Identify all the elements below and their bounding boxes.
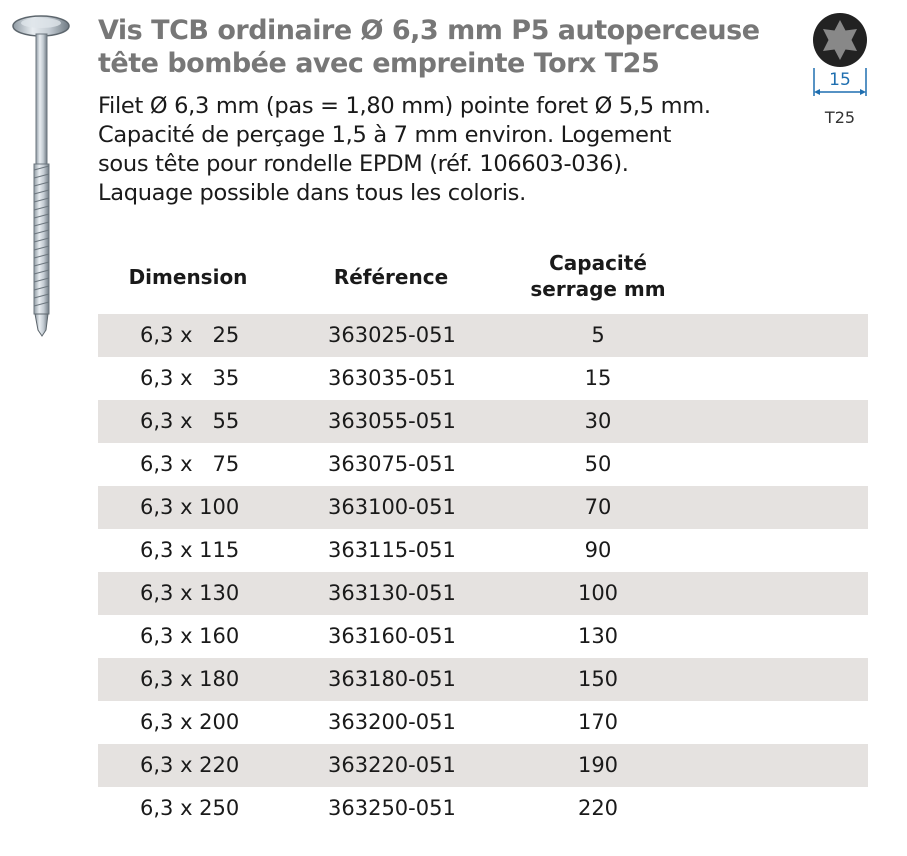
cell-dimension: 6,3 x 220 — [140, 753, 240, 777]
table-row — [98, 615, 868, 658]
cell-dimension: 6,3 x 200 — [140, 710, 240, 734]
description-line-4: Laquage possible dans tous les coloris. — [98, 180, 526, 206]
cell-dimension: 6,3 x 130 — [140, 581, 240, 605]
cell-dimension: 6,3 x 100 — [140, 495, 240, 519]
header-capacity-line-2: serrage mm — [530, 277, 666, 301]
table-row — [98, 443, 868, 486]
cell-reference: 363055-051 — [328, 409, 456, 433]
cell-reference: 363200-051 — [328, 710, 456, 734]
cell-capacity: 5 — [591, 323, 605, 347]
cell-reference: 363160-051 — [328, 624, 456, 648]
table-body — [98, 314, 868, 830]
header-reference: Référence — [333, 265, 449, 289]
cell-reference: 363115-051 — [328, 538, 456, 562]
table-row — [98, 744, 868, 787]
cell-dimension: 6,3 x 25 — [140, 323, 240, 347]
cell-capacity: 50 — [584, 452, 612, 476]
cell-dimension: 6,3 x 250 — [140, 796, 240, 820]
table-row — [98, 400, 868, 443]
cell-dimension: 6,3 x 160 — [140, 624, 240, 648]
description-line-2: Capacité de perçage 1,5 à 7 mm environ. Logement — [98, 122, 672, 148]
cell-dimension: 6,3 x 35 — [140, 366, 240, 390]
cell-capacity: 150 — [577, 667, 619, 691]
cell-reference: 363250-051 — [328, 796, 456, 820]
torx-size-value: 15 — [829, 70, 851, 90]
table-row — [98, 701, 868, 744]
cell-capacity: 100 — [577, 581, 619, 605]
cell-capacity: 190 — [577, 753, 619, 777]
cell-capacity: 170 — [577, 710, 619, 734]
cell-capacity: 90 — [584, 538, 612, 562]
table-row — [98, 572, 868, 615]
cell-dimension: 6,3 x 55 — [140, 409, 240, 433]
table-row — [98, 787, 868, 830]
torx-label: T25 — [824, 108, 856, 127]
cell-dimension: 6,3 x 180 — [140, 667, 240, 691]
cell-capacity: 15 — [584, 366, 612, 390]
header-capacity-line-1: Capacité — [549, 251, 647, 275]
cell-capacity: 220 — [577, 796, 619, 820]
cell-dimension: 6,3 x 115 — [140, 538, 240, 562]
cell-reference: 363075-051 — [328, 452, 456, 476]
cell-reference: 363025-051 — [328, 323, 456, 347]
table-header — [98, 250, 868, 310]
cell-reference: 363100-051 — [328, 495, 456, 519]
cell-dimension: 6,3 x 75 — [140, 452, 240, 476]
title-line-1: Vis TCB ordinaire Ø 6,3 mm P5 autoperceuse — [98, 15, 760, 46]
table-row — [98, 529, 868, 572]
title-line-2: tête bombée avec empreinte Torx T25 — [98, 48, 660, 79]
table-row — [98, 357, 868, 400]
table-row — [98, 314, 868, 357]
table-row — [98, 486, 868, 529]
table-row — [98, 658, 868, 701]
product-title — [98, 14, 798, 80]
product-description — [98, 92, 788, 208]
cell-reference: 363130-051 — [328, 581, 456, 605]
cell-reference: 363180-051 — [328, 667, 456, 691]
header-capacity — [528, 250, 668, 302]
cell-reference: 363035-051 — [328, 366, 456, 390]
cell-reference: 363220-051 — [328, 753, 456, 777]
description-line-1: Filet Ø 6,3 mm (pas = 1,80 mm) pointe foret Ø 5,5 mm. — [98, 93, 711, 119]
header-dimension: Dimension — [128, 265, 248, 289]
cell-capacity: 30 — [584, 409, 612, 433]
screw-illustration — [8, 8, 78, 338]
cell-capacity: 130 — [577, 624, 619, 648]
description-line-3: sous tête pour rondelle EPDM (réf. 106603-036). — [98, 151, 629, 177]
cell-capacity: 70 — [584, 495, 612, 519]
